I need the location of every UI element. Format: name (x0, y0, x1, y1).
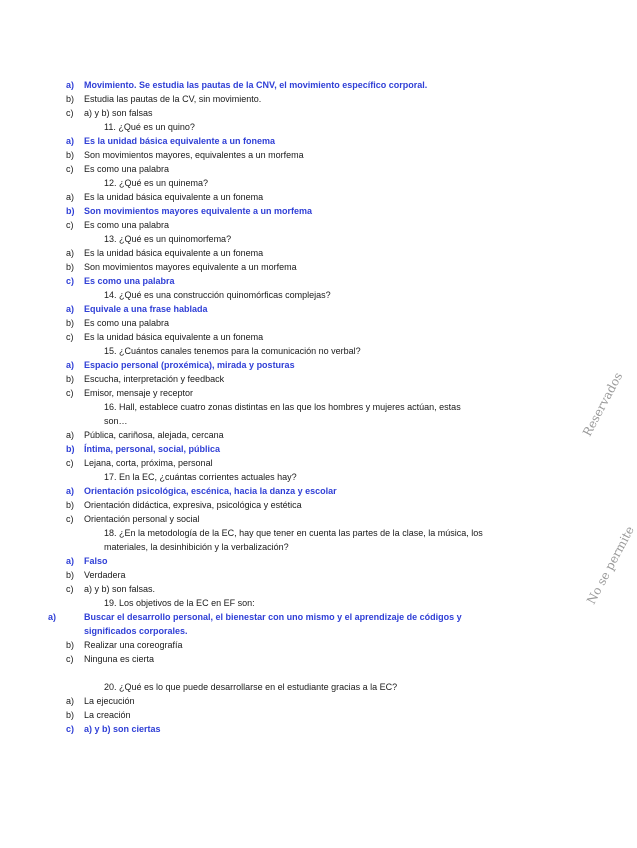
option-letter: b) (66, 206, 75, 216)
option-letter: a) (66, 248, 75, 258)
option-text: Buscar el desarrollo personal, el bienestar con uno mismo y el aprendizaje de códigos y significados corporales. (84, 612, 462, 636)
option-text: Ninguna es cierta (84, 654, 155, 664)
option-text: Pública, cariñosa, alejada, cercana (84, 430, 224, 440)
answer-option (66, 694, 486, 708)
option-letter: c) (66, 514, 74, 524)
answer-option-correct (48, 610, 486, 638)
answer-option-correct (66, 274, 486, 288)
option-letter: a) (66, 430, 75, 440)
answer-option (66, 218, 486, 232)
answer-option (66, 498, 486, 512)
option-text: Es como una palabra (84, 318, 170, 328)
option-letter: b) (66, 318, 75, 328)
option-letter: a) (66, 80, 75, 90)
answer-option (66, 316, 486, 330)
answer-option-correct (66, 302, 486, 316)
option-text: Verdadera (84, 570, 126, 580)
answer-option (66, 162, 486, 176)
option-text: Son movimientos mayores, equivalentes a un morfema (84, 150, 304, 160)
option-text: a) y b) son falsas (84, 108, 153, 118)
question-text: 13. ¿Qué es un quinomorfema? (104, 234, 232, 244)
option-letter: a) (66, 136, 75, 146)
answer-option (66, 246, 486, 260)
option-text: Falso (84, 556, 108, 566)
question-text: 15. ¿Cuántos canales tenemos para la comunicación no verbal? (104, 346, 361, 356)
answer-option (66, 260, 486, 274)
answer-option (66, 708, 486, 722)
option-text: a) y b) son ciertas (84, 724, 161, 734)
answer-option (66, 638, 486, 652)
option-letter: c) (66, 164, 74, 174)
option-text: Es la unidad básica equivalente a un fonema (84, 332, 264, 342)
answer-option (66, 106, 486, 120)
answer-option (66, 428, 486, 442)
option-letter: a) (66, 696, 75, 706)
answer-option-correct (66, 204, 486, 218)
option-letter: a) (66, 304, 75, 314)
question-text: 18. ¿En la metodología de la EC, hay que tener en cuenta las partes de la clase, la música, los materiales, la desinhibición y la verbalización? (104, 528, 483, 552)
document-body (48, 78, 486, 736)
option-text: La ejecución (84, 696, 135, 706)
answer-option (66, 582, 486, 596)
answer-option (66, 372, 486, 386)
answer-option (66, 148, 486, 162)
option-text: Estudia las pautas de la CV, sin movimiento. (84, 94, 262, 104)
option-letter: b) (66, 710, 75, 720)
option-letter: a) (66, 360, 75, 370)
option-text: a) y b) son falsas. (84, 584, 156, 594)
answer-option (66, 456, 486, 470)
option-letter: b) (66, 94, 75, 104)
question-text: 20. ¿Qué es lo que puede desarrollarse en el estudiante gracias a la EC? (104, 682, 398, 692)
option-text: Es como una palabra (84, 220, 170, 230)
option-letter: a) (66, 192, 75, 202)
option-letter: a) (66, 556, 75, 566)
option-letter: c) (66, 388, 74, 398)
option-text: Lejana, corta, próxima, personal (84, 458, 213, 468)
question-text: 14. ¿Qué es una construcción quinomórficas complejas? (104, 290, 331, 300)
option-text: Es como una palabra (84, 276, 175, 286)
option-letter: b) (66, 570, 75, 580)
answer-option-correct (66, 554, 486, 568)
question-text: 16. Hall, establece cuatro zonas distintas en las que los hombres y mujeres actúan, estas son… (104, 402, 461, 426)
answer-option (66, 652, 486, 666)
option-letter: b) (66, 444, 75, 454)
option-text: Movimiento. Se estudia las pautas de la CNV, el movimiento específico corporal. (84, 80, 428, 90)
answer-option (66, 386, 486, 400)
watermark-text-1: Reservados (580, 370, 626, 439)
option-letter: c) (66, 220, 74, 230)
answer-option-correct (66, 134, 486, 148)
option-letter: c) (66, 332, 74, 342)
option-letter: b) (66, 640, 75, 650)
option-text: Es la unidad básica equivalente a un fonema (84, 192, 264, 202)
option-text: Orientación personal y social (84, 514, 200, 524)
watermark-text-2: No se permite (584, 523, 637, 607)
option-letter: c) (66, 276, 75, 286)
option-text: La creación (84, 710, 131, 720)
option-letter: a) (48, 612, 57, 622)
question-text: 17. En la EC, ¿cuántas corrientes actuales hay? (104, 472, 297, 482)
option-text: Es la unidad básica equivalente a un fonema (84, 136, 276, 146)
option-letter: b) (66, 262, 75, 272)
option-letter: c) (66, 584, 74, 594)
answer-option-correct (66, 484, 486, 498)
option-letter: c) (66, 654, 74, 664)
option-letter: b) (66, 500, 75, 510)
option-letter: b) (66, 150, 75, 160)
spacer (66, 666, 486, 680)
option-text: Orientación psicológica, escénica, hacia la danza y escolar (84, 486, 337, 496)
answer-option (66, 330, 486, 344)
option-letter: a) (66, 486, 75, 496)
option-text: Íntima, personal, social, pública (84, 444, 221, 454)
option-text: Realizar una coreografía (84, 640, 183, 650)
answer-option (66, 190, 486, 204)
option-text: Son movimientos mayores equivalente a un morfema (84, 206, 313, 216)
question-text: 12. ¿Qué es un quinema? (104, 178, 209, 188)
answer-option (66, 512, 486, 526)
option-letter: c) (66, 724, 75, 734)
option-text: Escucha, interpretación y feedback (84, 374, 225, 384)
answer-option-correct (66, 442, 486, 456)
option-text: Emisor, mensaje y receptor (84, 388, 194, 398)
answer-option (66, 568, 486, 582)
option-text: Es la unidad básica equivalente a un fonema (84, 248, 264, 258)
option-text: Espacio personal (proxémica), mirada y posturas (84, 360, 295, 370)
answer-option-correct (66, 358, 486, 372)
option-letter: b) (66, 374, 75, 384)
option-text: Son movimientos mayores equivalente a un morfema (84, 262, 297, 272)
answer-option-correct (66, 722, 486, 736)
answer-option (66, 92, 486, 106)
option-text: Es como una palabra (84, 164, 170, 174)
answer-option-correct (66, 78, 486, 92)
question-text: 11. ¿Qué es un quino? (104, 122, 195, 132)
option-text: Orientación didáctica, expresiva, psicológica y estética (84, 500, 302, 510)
option-text: Equivale a una frase hablada (84, 304, 208, 314)
question-text: 19. Los objetivos de la EC en EF son: (104, 598, 255, 608)
option-letter: c) (66, 458, 74, 468)
option-letter: c) (66, 108, 74, 118)
